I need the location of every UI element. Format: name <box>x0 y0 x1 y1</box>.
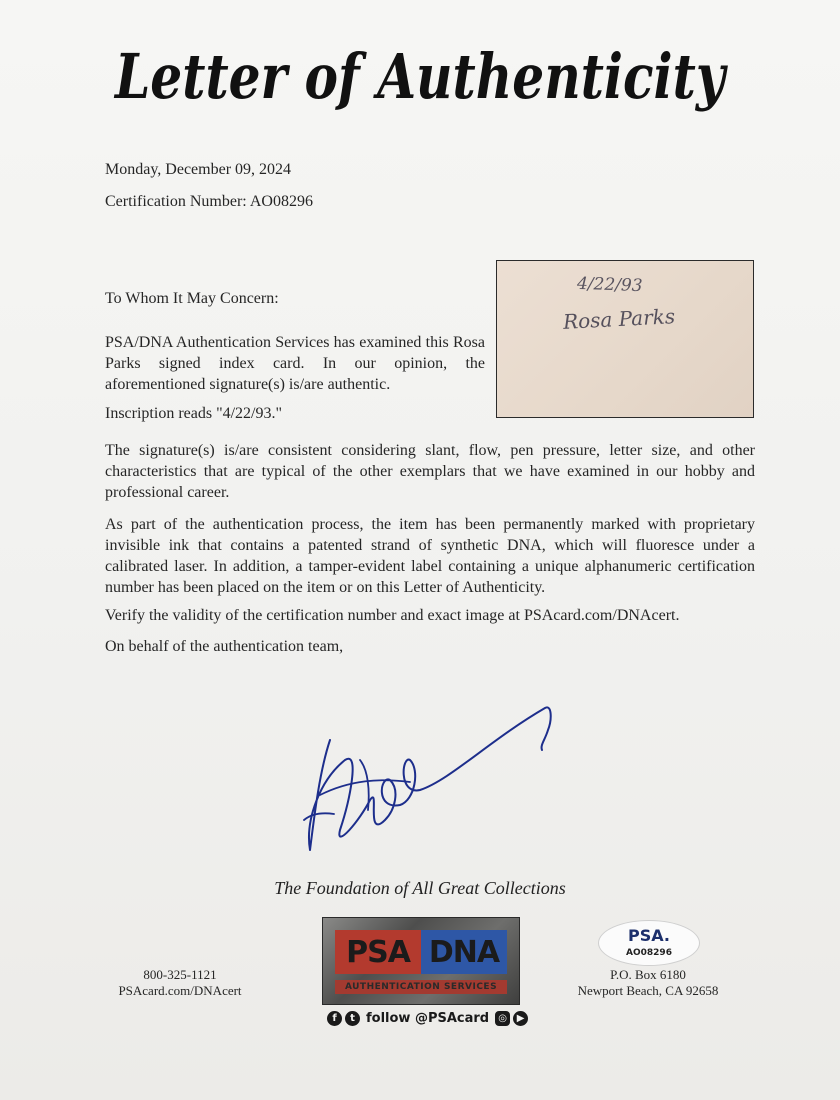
hologram-logo <box>335 930 507 974</box>
paragraph-verify: Verify the validity of the certification number and exact image at PSAcard.com/DNAcert. <box>105 607 680 624</box>
phone-number: 800-325-1121 <box>143 967 217 982</box>
social-follow <box>327 1008 528 1028</box>
certification-number: Certification Number: AO08296 <box>105 193 313 210</box>
card-inscription: 4/22/93 <box>576 273 643 297</box>
title-script <box>0 18 840 128</box>
sticker-number: AO08296 <box>626 948 672 958</box>
letter-date: Monday, December 09, 2024 <box>105 161 292 178</box>
po-box: P.O. Box 6180 <box>610 967 686 982</box>
paragraph-examined: PSA/DNA Authentication Services has examined this Rosa Parks signed index card. In our opinion, the aforementioned signature(s) is/are authentic. <box>105 334 485 393</box>
youtube-icon: ▶ <box>513 1011 528 1026</box>
sticker-logo: PSA. <box>627 926 670 945</box>
contact-right <box>568 967 728 999</box>
paragraph-behalf: On behalf of the authentication team, <box>105 638 344 655</box>
instagram-icon: ◎ <box>495 1011 510 1026</box>
greeting: To Whom It May Concern: <box>105 290 279 307</box>
letter-title <box>0 18 840 128</box>
paragraph-process: As part of the authentication process, the item has been permanently marked with proprietary invisible ink that contains a patented strand of synthetic DNA, which will fluoresce under a calibrated laser. In addition, a tamper-evident label containing a unique alphanumeric certification number has been placed on the item or on this Letter of Authenticity. <box>105 516 755 596</box>
hologram-subtitle: AUTHENTICATION SERVICES <box>335 980 507 994</box>
paragraph-inscription: Inscription reads "4/22/93." <box>105 405 283 422</box>
tagline: The Foundation of All Great Collections <box>274 878 566 898</box>
hologram-dna: DNA <box>421 930 507 974</box>
contact-left <box>105 967 255 999</box>
facebook-icon: f <box>327 1011 342 1026</box>
index-card-image <box>496 260 754 418</box>
twitter-icon: t <box>345 1011 360 1026</box>
website-link: PSAcard.com/DNAcert <box>118 983 242 998</box>
psa-dna-hologram <box>322 917 520 1005</box>
hologram-psa: PSA <box>335 930 421 974</box>
card-signature: Rosa Parks <box>562 304 676 334</box>
follow-text: follow @PSAcard <box>366 1010 490 1026</box>
authenticator-signature <box>290 700 580 870</box>
psa-cert-sticker <box>598 920 700 966</box>
title-text: Letter of Authenticity <box>113 40 729 113</box>
paragraph-consistency: The signature(s) is/are consistent considering slant, flow, pen pressure, letter size, and other characteristics that are typical of the other exemplars that we have examined in our hobby and professional career. <box>105 442 755 501</box>
city-address: Newport Beach, CA 92658 <box>577 983 719 998</box>
